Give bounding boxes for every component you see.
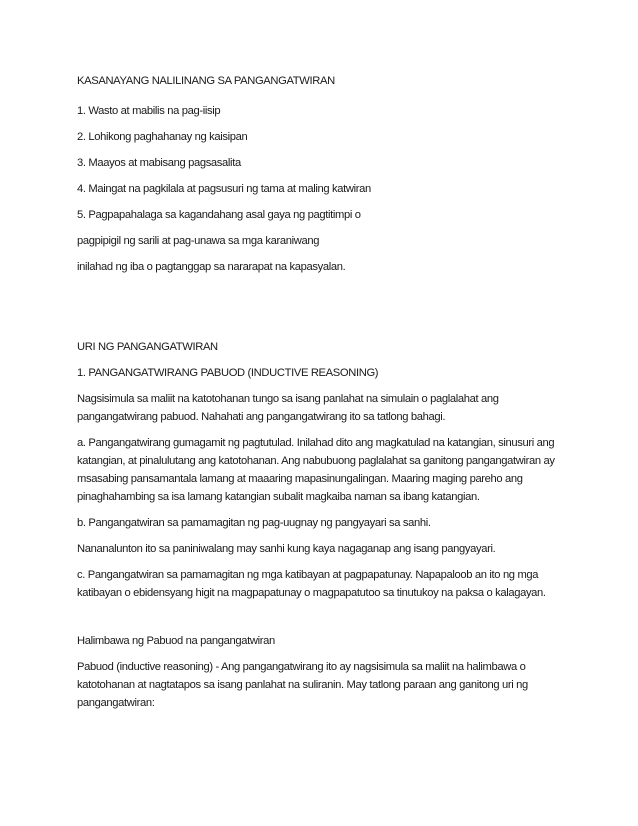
paragraph-line: Pabuod (inductive reasoning) - Ang pangangatwirang ito ay nagsisimula sa maliit na halimbawa o	[77, 661, 526, 673]
paragraph-line: c. Pangangatwiran sa pamamagitan ng mga katibayan at pagpapatunay. Napapaloob an ito ng mga	[77, 569, 539, 581]
paragraph-line: katotohanan at nagtatapos sa isang panlahat na suliranin. May tatlong paraan ang ganitong uri ng	[77, 679, 528, 691]
skill-item-5-cont-1: pagpipigil ng sarili at pag-unawa sa mga karaniwang	[77, 235, 320, 247]
skill-item-2: 2. Lohikong paghahanay ng kaisipan	[77, 131, 248, 143]
skill-item-1: 1. Wasto at mabilis na pag-iisip	[77, 105, 221, 117]
paragraph-line: Nagsisimula sa maliit na katotohanan tungo sa isang panlahat na simulain o paglalahat ang	[77, 393, 499, 405]
paragraph-line: Nananalunton ito sa paniniwalang may sanhi kung kaya nagaganap ang isang pangyayari.	[77, 543, 496, 555]
paragraph-line: b. Pangangatwiran sa pamamagitan ng pag-uugnay ng pangyayari sa sanhi.	[77, 517, 431, 529]
heading-example: Halimbawa ng Pabuod na pangangatwiran	[77, 635, 275, 647]
paragraph-line: pangangatwiran:	[77, 697, 155, 709]
heading-types: URI NG PANGANGATWIRAN	[77, 341, 218, 353]
heading-skills: KASANAYANG NALILINANG SA PANGANGATWIRAN	[77, 75, 335, 87]
skill-item-4: 4. Maingat na pagkilala at pagsusuri ng tama at maling katwiran	[77, 183, 371, 195]
paragraph-line: katibayan o ebidensyang higit na magpapatunay o magpapatutoo sa tinutukoy na paksa o kalagayan.	[77, 587, 546, 599]
skill-item-5: 5. Pagpapahalaga sa kagandahang asal gaya ng pagtitimpi o	[77, 209, 361, 221]
skill-item-5-cont-2: inilahad ng iba o pagtanggap sa nararapat na kapasyalan.	[77, 261, 346, 273]
paragraph-line: katangian, at pinalulutang ang katotohanan. Ang nabubuong paglalahat sa ganitong pangangatwiran ay	[77, 455, 555, 467]
subheading-inductive: 1. PANGANGATWIRANG PABUOD (INDUCTIVE REASONING)	[77, 367, 379, 379]
paragraph-line: pangangatwirang pabuod. Nahahati ang pangangatwirang ito sa tatlong bahagi.	[77, 411, 446, 423]
paragraph-line: a. Pangangatwirang gumagamit ng pagtutulad. Inilahad dito ang magkatulad na katangian, sinusuri ang	[77, 437, 555, 449]
skill-item-3: 3. Maayos at mabisang pagsasalita	[77, 157, 241, 169]
paragraph-line: pinaghahambing sa isa lamang katangian subalit magkaiba naman sa ibang katangian.	[77, 491, 480, 503]
paragraph-line: msasabing pansamantala lamang at maaaring mapasinungalingan. Maaring maging pareho ang	[77, 473, 523, 485]
